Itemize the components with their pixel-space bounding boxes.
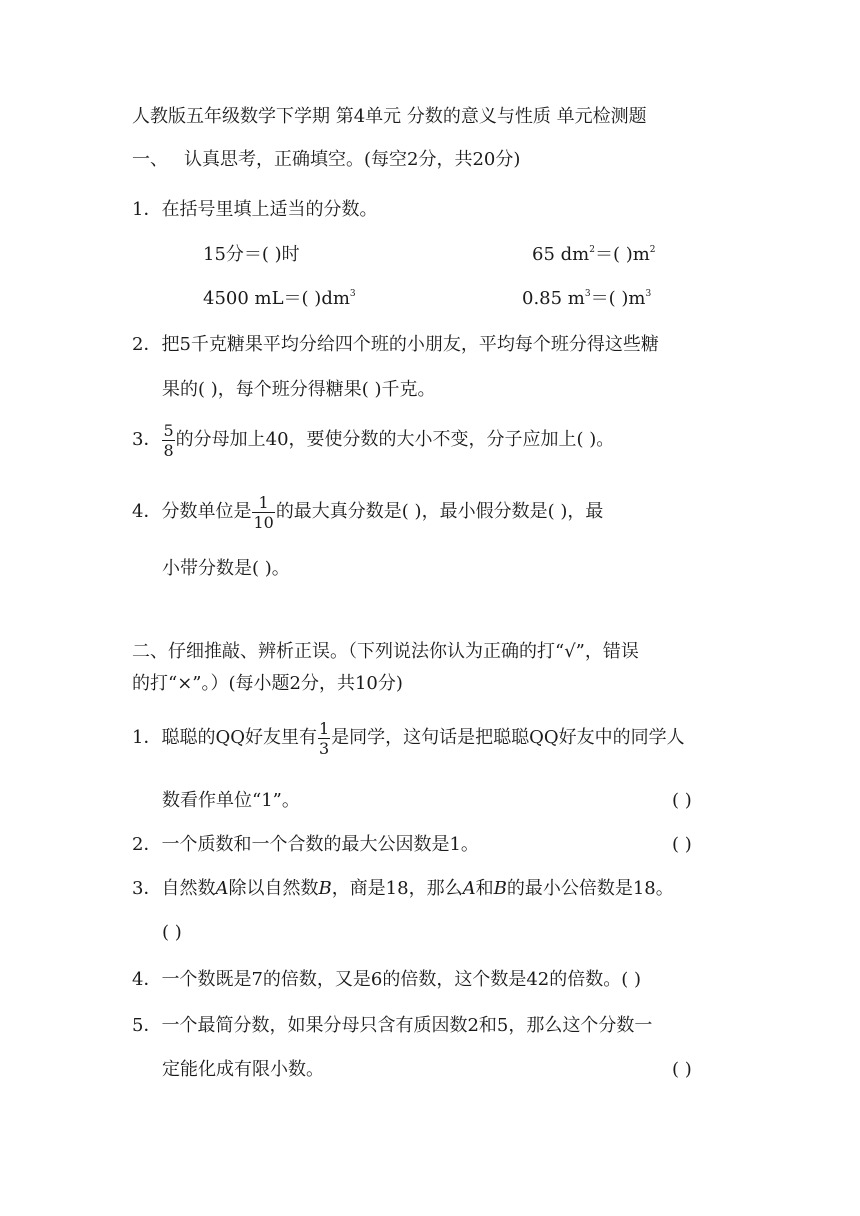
s2-q1: 1．聪聪的QQ好友里有 $\frac{1}{3}$ 是同学，这句话是把聪聪QQ好友中的同学人 xyxy=(132,718,685,758)
s1-q1-item-d: 0.85 $m^3=$( )$m^3$ xyxy=(522,288,652,309)
fraction-1-10: $\frac{1}{10}$ xyxy=(253,492,274,532)
s1-q1-item-b: 65 $dm^2=$( )$m^2$ xyxy=(532,244,656,265)
s2-q3: 3．自然数A除以自然数B，商是18，那么A和B的最小公倍数是18。 xyxy=(132,878,674,899)
s2-q5-line2: 定能化成有限小数。 xyxy=(162,1059,324,1080)
s1-q4: 4．分数单位是 $\frac{1}{10}$ 的最大真分数是( )，最小假分数是( )，最 xyxy=(132,492,604,532)
fraction-5-8: $\frac{5}{8}$ xyxy=(163,420,174,460)
s2-q2-answer-paren[interactable]: ( ) xyxy=(672,834,692,855)
s1-q2-line2: 果的( )，每个班分得糖果( )千克。 xyxy=(162,379,436,400)
s2-q1-line2: 数看作单位“1”。 xyxy=(162,790,300,811)
s2-q5-line1: 5．一个最简分数，如果分母只含有质因数2和5，那么这个分数一 xyxy=(132,1015,653,1036)
s1-q1-item-a: 15分＝( )时 xyxy=(203,244,300,265)
fraction-1-3: $\frac{1}{3}$ xyxy=(318,718,330,758)
page-title: 人教版五年级数学下学期 第4单元 分数的意义与性质 单元检测题 xyxy=(132,106,647,127)
section1-header: 认真思考，正确填空。(每空2分，共20分) xyxy=(184,149,521,170)
s2-q3-answer-paren[interactable]: ( ) xyxy=(162,922,182,943)
s2-q1-answer-paren[interactable]: ( ) xyxy=(672,790,692,811)
s2-q5-answer-paren[interactable]: ( ) xyxy=(672,1059,692,1080)
s1-q2-line1: 2．把5千克糖果平均分给四个班的小朋友，平均每个班分得这些糖 xyxy=(132,334,659,355)
s2-q4: 4．一个数既是7的倍数，又是6的倍数，这个数是42的倍数。( ) xyxy=(132,969,642,990)
s1-q1-item-c: 4500 mL＝( )$dm^3$ xyxy=(203,288,356,309)
section1-number: 一、 xyxy=(132,149,168,170)
s1-q1-text: 1．在括号里填上适当的分数。 xyxy=(132,199,378,220)
section2-header-line2: 的打“×”。）(每小题2分，共10分) xyxy=(132,673,403,694)
s1-q3: 3． $\frac{5}{8}$ 的分母加上40，要使分数的大小不变，分子应加上( )。 xyxy=(132,420,615,460)
section2-header-line1: 二、仔细推敲、辨析正误。（下列说法你认为正确的打“√”，错误 xyxy=(132,641,639,662)
s2-q2: 2．一个质数和一个合数的最大公因数是1。 xyxy=(132,834,479,855)
s1-q4-line2: 小带分数是( )。 xyxy=(162,558,290,579)
